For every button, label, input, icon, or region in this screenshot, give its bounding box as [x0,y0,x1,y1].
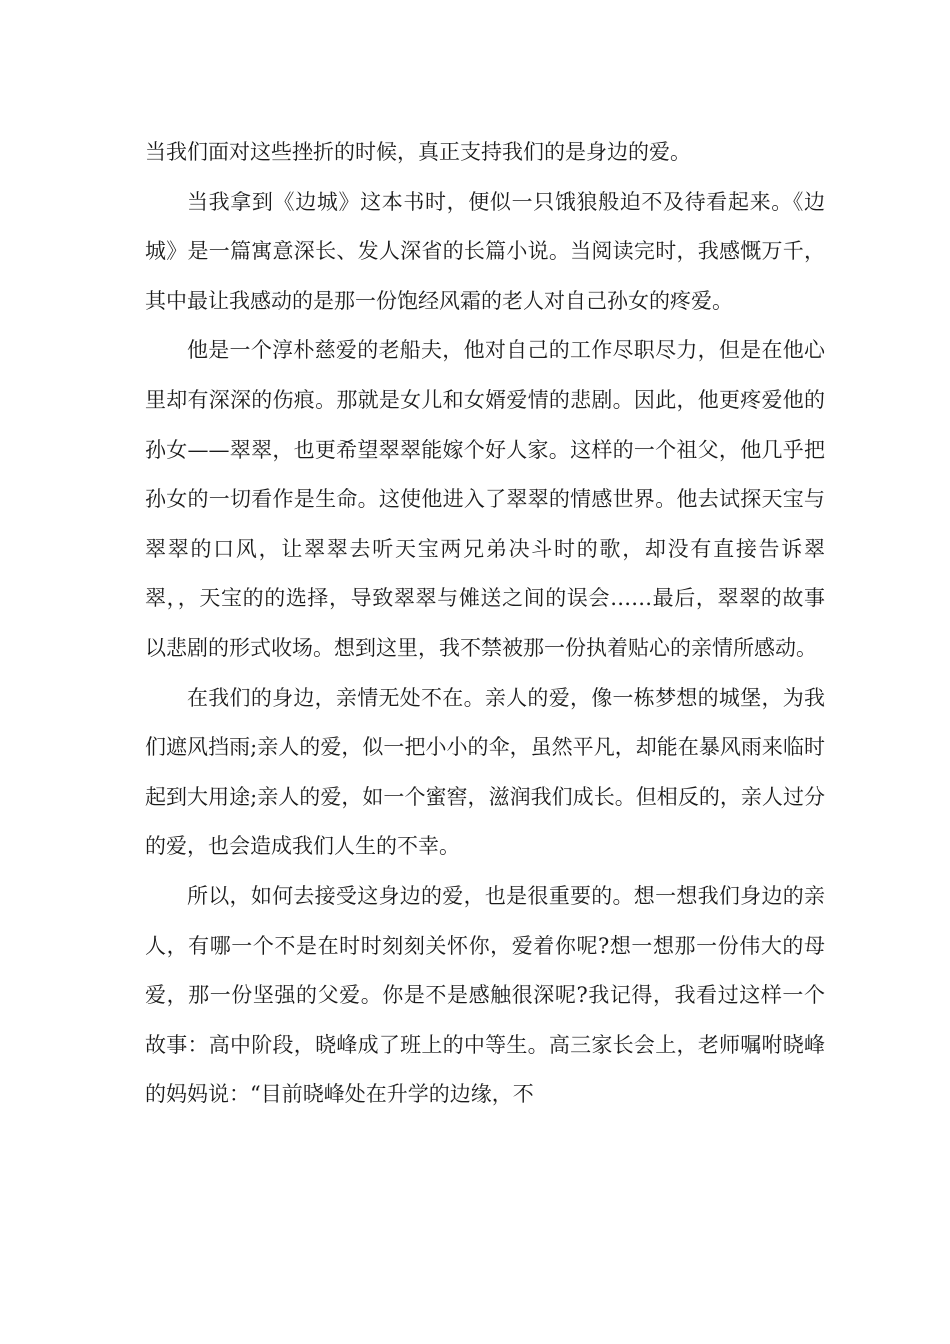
paragraph-5: 所以，如何去接受这身边的爱，也是很重要的。想一想我们身边的亲人，有哪一个不是在时时刻刻关怀你，爱着你呢?想一想那一份伟大的母爱，那一份坚强的父爱。你是不是感触很深呢?我记得，我看过这样一个故事：高中阶段，晓峰成了班上的中等生。高三家长会上，老师嘱咐晓峰的妈妈说：“目前晓峰处在升学的边缘，不 [145,883,825,1107]
paragraph-3: 他是一个淳朴慈爱的老船夫，他对自己的工作尽职尽力，但是在他心里却有深深的伤痕。那就是女儿和女婿爱情的悲剧。因此，他更疼爱他的孙女——翠翠，也更希望翠翠能嫁个好人家。这样的一个祖父，他几乎把孙女的一切看作是生命。这使他进入了翠翠的情感世界。他去试探天宝与翠翠的口风，让翠翠去听天宝两兄弟决斗时的歌，却没有直接告诉翠翠，，天宝的的选择，导致翠翠与傩送之间的误会……最后，翠翠的故事以悲剧的形式收场。想到这里，我不禁被那一份执着贴心的亲情所感动。 [145,338,825,660]
paragraph-4: 在我们的身边，亲情无处不在。亲人的爱，像一栋梦想的城堡，为我们遮风挡雨;亲人的爱，似一把小小的伞，虽然平凡，却能在暴风雨来临时起到大用途;亲人的爱，如一个蜜窖，滋润我们成长。但相反的，亲人过分的爱，也会造成我们人生的不幸。 [145,685,825,859]
paragraph-2: 当我拿到《边城》这本书时，便似一只饿狼般迫不及待看起来。《边城》是一篇寓意深长、发人深省的长篇小说。当阅读完时，我感慨万千，其中最让我感动的是那一份饱经风霜的老人对自己孙女的疼爱。 [145,189,825,313]
document-body [145,128,825,1120]
paragraph-1: 当我们面对这些挫折的时候，真正支持我们的是身边的爱。 [145,140,691,164]
